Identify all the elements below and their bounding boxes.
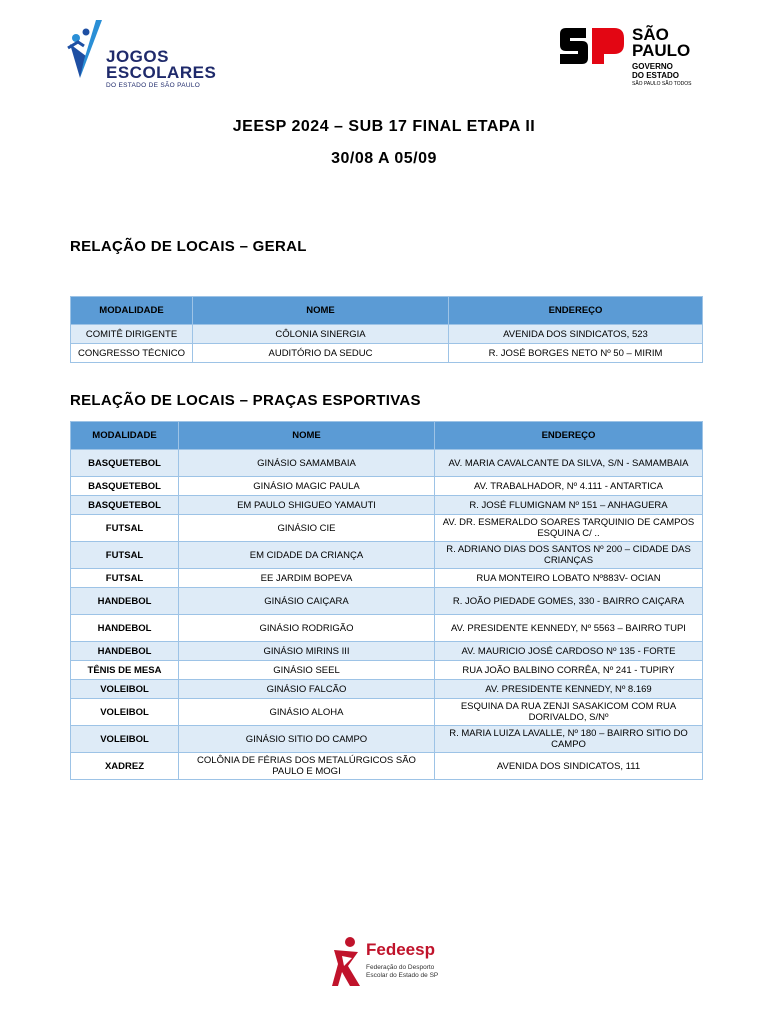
cell-nome: CÔLONIA SINERGIA bbox=[193, 325, 449, 344]
cell-nome: GINÁSIO MAGIC PAULA bbox=[179, 477, 435, 496]
cell-modalidade: FUTSAL bbox=[71, 542, 179, 569]
table-header-row bbox=[71, 297, 703, 325]
cell-nome: GINÁSIO CAIÇARA bbox=[179, 588, 435, 615]
footer-tagline-1: Federação do Desporto bbox=[366, 964, 435, 971]
table-row bbox=[71, 588, 703, 615]
column-header-nome: NOME bbox=[193, 297, 449, 325]
table-row bbox=[71, 344, 703, 363]
table-row bbox=[71, 477, 703, 496]
cell-nome: GINÁSIO RODRIGÃO bbox=[179, 615, 435, 642]
cell-endereco: AV. PRESIDENTE KENNEDY, Nº 5563 – BAIRRO TUPI bbox=[435, 615, 703, 642]
logo-text-sao: SÃO bbox=[632, 25, 669, 44]
cell-endereco: R. JOSÉ BORGES NETO Nº 50 – MIRIM bbox=[449, 344, 703, 363]
cell-modalidade: HANDEBOL bbox=[71, 642, 179, 661]
cell-endereco: R. JOÃO PIEDADE GOMES, 330 - BAIRRO CAIÇARA bbox=[435, 588, 703, 615]
column-header-modalidade: MODALIDADE bbox=[71, 422, 179, 450]
table-row bbox=[71, 753, 703, 780]
cell-nome: EM PAULO SHIGUEO YAMAUTI bbox=[179, 496, 435, 515]
footer-tagline-2: Escolar do Estado de SP bbox=[366, 972, 439, 979]
column-header-endereco: ENDEREÇO bbox=[449, 297, 703, 325]
cell-nome: GINÁSIO CIE bbox=[179, 515, 435, 542]
table-row bbox=[71, 515, 703, 542]
cell-nome: GINÁSIO SITIO DO CAMPO bbox=[179, 726, 435, 753]
cell-modalidade: CONGRESSO TÉCNICO bbox=[71, 344, 193, 363]
section-heading-pracas: RELAÇÃO DE LOCAIS – PRAÇAS ESPORTIVAS bbox=[70, 392, 421, 409]
cell-modalidade: TÊNIS DE MESA bbox=[71, 661, 179, 680]
cell-endereco: AVENIDA DOS SINDICATOS, 111 bbox=[435, 753, 703, 780]
column-header-endereco: ENDEREÇO bbox=[435, 422, 703, 450]
column-header-modalidade: MODALIDADE bbox=[71, 297, 193, 325]
cell-modalidade: FUTSAL bbox=[71, 569, 179, 588]
cell-endereco: R. JOSÉ FLUMIGNAM Nº 151 – ANHAGUERA bbox=[435, 496, 703, 515]
cell-endereco: AV. PRESIDENTE KENNEDY, Nº 8.169 bbox=[435, 680, 703, 699]
table-row bbox=[71, 542, 703, 569]
cell-endereco: R. ADRIANO DIAS DOS SANTOS Nº 200 – CIDADE DAS CRIANÇAS bbox=[435, 542, 703, 569]
cell-nome: AUDITÓRIO DA SEDUC bbox=[193, 344, 449, 363]
column-header-nome: NOME bbox=[179, 422, 435, 450]
cell-modalidade: HANDEBOL bbox=[71, 615, 179, 642]
cell-modalidade: BASQUETEBOL bbox=[71, 450, 179, 477]
cell-modalidade: BASQUETEBOL bbox=[71, 496, 179, 515]
cell-modalidade: COMITÊ DIRIGENTE bbox=[71, 325, 193, 344]
cell-endereco: AV. DR. ESMERALDO SOARES TARQUINIO DE CAMPOS ESQUINA C/ .. bbox=[435, 515, 703, 542]
document-dates: 30/08 A 05/09 bbox=[331, 150, 437, 167]
logo-text-slogan: SÃO PAULO SÃO TODOS bbox=[632, 81, 692, 87]
table-row bbox=[71, 325, 703, 344]
table-header-row bbox=[71, 422, 703, 450]
cell-modalidade: HANDEBOL bbox=[71, 588, 179, 615]
table-row bbox=[71, 680, 703, 699]
athlete-logo-icon bbox=[66, 16, 106, 86]
table-row bbox=[71, 615, 703, 642]
cell-endereco: RUA JOÃO BALBINO CORRÊA, Nº 241 - TUPIRY bbox=[435, 661, 703, 680]
logo-text-do-estado: DO ESTADO bbox=[632, 71, 679, 80]
table-locais-geral bbox=[70, 296, 703, 363]
cell-endereco: AV. TRABALHADOR, Nº 4.111 - ANTARTICA bbox=[435, 477, 703, 496]
cell-modalidade: FUTSAL bbox=[71, 515, 179, 542]
sao-paulo-government-logo bbox=[558, 26, 708, 90]
cell-endereco: RUA MONTEIRO LOBATO Nº883V- OCIAN bbox=[435, 569, 703, 588]
cell-nome: GINÁSIO SAMAMBAIA bbox=[179, 450, 435, 477]
logo-text-jogos: JOGOS bbox=[106, 47, 169, 66]
logo-text-governo: GOVERNO bbox=[632, 62, 673, 71]
table-row bbox=[71, 699, 703, 726]
cell-nome: GINÁSIO FALCÃO bbox=[179, 680, 435, 699]
fedeesp-figure-icon bbox=[330, 936, 364, 988]
sp-mark-icon bbox=[558, 28, 624, 64]
cell-endereco: AV. MARIA CAVALCANTE DA SILVA, S/N - SAMAMBAIA bbox=[435, 450, 703, 477]
cell-modalidade: VOLEIBOL bbox=[71, 680, 179, 699]
jogos-escolares-logo bbox=[66, 16, 216, 88]
cell-nome: EM CIDADE DA CRIANÇA bbox=[179, 542, 435, 569]
footer-brand-name: Fedeesp bbox=[366, 940, 435, 959]
cell-endereco: ESQUINA DA RUA ZENJI SASAKICOM COM RUA DORIVALDO, S/Nº bbox=[435, 699, 703, 726]
cell-nome: GINÁSIO SEEL bbox=[179, 661, 435, 680]
table-row bbox=[71, 726, 703, 753]
cell-nome: GINÁSIO ALOHA bbox=[179, 699, 435, 726]
cell-modalidade: XADREZ bbox=[71, 753, 179, 780]
cell-endereco: R. MARIA LUIZA LAVALLE, Nº 180 – BAIRRO SITIO DO CAMPO bbox=[435, 726, 703, 753]
cell-nome: COLÔNIA DE FÉRIAS DOS METALÚRGICOS SÃO PAULO E MOGI bbox=[179, 753, 435, 780]
cell-modalidade: VOLEIBOL bbox=[71, 699, 179, 726]
fedeesp-logo bbox=[330, 936, 460, 992]
cell-endereco: AV. MAURICIO JOSÉ CARDOSO Nº 135 - FORTE bbox=[435, 642, 703, 661]
cell-nome: EE JARDIM BOPEVA bbox=[179, 569, 435, 588]
section-heading-geral: RELAÇÃO DE LOCAIS – GERAL bbox=[70, 238, 307, 255]
table-row bbox=[71, 496, 703, 515]
cell-modalidade: VOLEIBOL bbox=[71, 726, 179, 753]
logo-text-escolares: ESCOLARES bbox=[106, 63, 217, 82]
table-pracas-esportivas bbox=[70, 421, 703, 780]
table-row bbox=[71, 661, 703, 680]
table-row bbox=[71, 569, 703, 588]
cell-modalidade: BASQUETEBOL bbox=[71, 477, 179, 496]
logo-text-paulo: PAULO bbox=[632, 41, 691, 60]
cell-endereco: AVENIDA DOS SINDICATOS, 523 bbox=[449, 325, 703, 344]
table-row bbox=[71, 450, 703, 477]
logo-text-subtitle: DO ESTADO DE SÃO PAULO bbox=[106, 82, 201, 89]
document-title: JEESP 2024 – SUB 17 FINAL ETAPA II bbox=[232, 118, 536, 135]
table-row bbox=[71, 642, 703, 661]
cell-nome: GINÁSIO MIRINS III bbox=[179, 642, 435, 661]
